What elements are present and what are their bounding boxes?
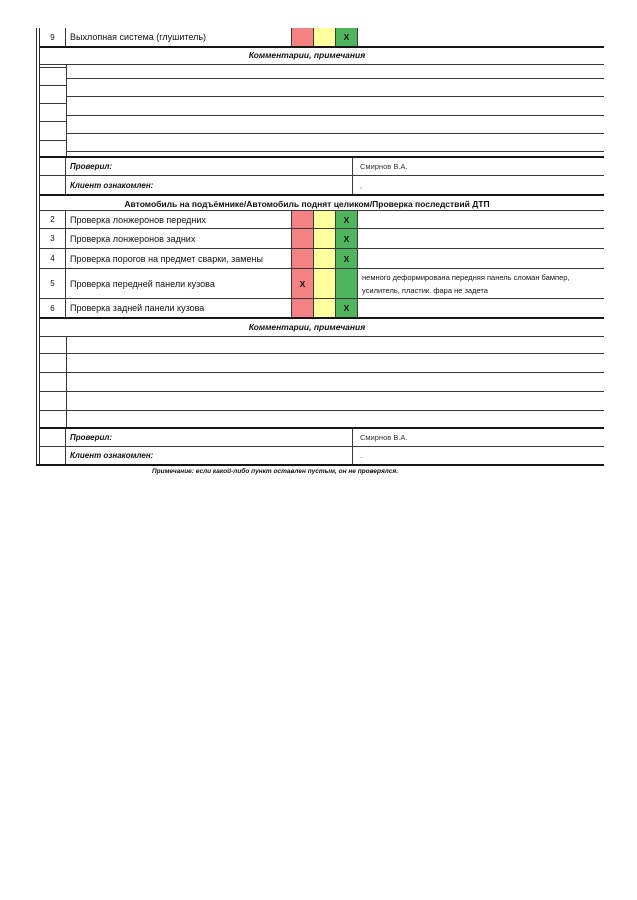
rule-bold [40, 317, 604, 319]
reviewed-value: Смирнов В.А. [360, 161, 408, 171]
grid-line [66, 133, 604, 134]
grid-line [40, 353, 604, 354]
status-cell-green: X [336, 229, 358, 248]
grid-line [66, 96, 604, 97]
grid-line [66, 78, 604, 79]
status-cell-green: X [336, 28, 358, 46]
row-number: 3 [40, 229, 66, 248]
grid-line [40, 121, 66, 122]
row-number: 9 [40, 28, 66, 46]
grid-line [66, 115, 604, 116]
status-cell-yellow [314, 249, 336, 268]
client-value: , [360, 180, 363, 190]
row-label: Проверка лонжеронов задних [66, 229, 292, 248]
row-label: Проверка порогов на предмет сварки, замены [66, 249, 292, 268]
grid-line [40, 85, 66, 86]
comment-grid-1 [40, 65, 604, 156]
rule-thin [40, 175, 604, 176]
checklist-row [40, 211, 604, 228]
status-cell-red [292, 211, 314, 228]
status-cell-yellow [314, 211, 336, 228]
status-cell-green: X [336, 299, 358, 317]
row-comment [358, 211, 604, 228]
client-row-2 [40, 447, 604, 464]
client-label: Клиент ознакомлен: [66, 447, 353, 464]
grid-line [40, 372, 604, 373]
rule-thin [40, 248, 604, 249]
rule-thin [40, 336, 604, 337]
row-comment [358, 28, 604, 46]
lift-section-header: Автомобиль на подъёмнике/Автомобиль поднят целиком/Проверка последствий ДТП [124, 199, 490, 209]
grid-line [40, 103, 66, 104]
grid-line [66, 151, 604, 152]
rule-thin [40, 268, 604, 269]
spacer-cell [40, 176, 66, 194]
row-comment: немного деформирована передняя панель сломан бампер, усилитель, пластик. фара не задета [362, 273, 570, 295]
spacer-cell [40, 157, 66, 175]
row-label: Проверка передней панели кузова [66, 269, 292, 298]
grid-line [40, 67, 66, 68]
rule-bold [40, 156, 604, 158]
row-label: Проверка лонжеронов передних [66, 211, 292, 228]
checklist-row [40, 229, 604, 248]
reviewed-row-1 [40, 157, 604, 175]
status-cell-red [292, 249, 314, 268]
checklist-row [40, 249, 604, 268]
rule-thin [40, 228, 604, 229]
status-cell-red [292, 28, 314, 46]
client-row-1 [40, 176, 604, 194]
row-number: 4 [40, 249, 66, 268]
row-number: 6 [40, 299, 66, 317]
spacer-cell [40, 447, 66, 464]
row-label: Проверка задней панели кузова [66, 299, 292, 317]
rule-bold [36, 464, 604, 466]
comment-grid-2 [40, 337, 604, 427]
grid-line [40, 140, 66, 141]
rule-thin [40, 298, 604, 299]
footnote: Примечание: если какой-либо пункт оставлен пустым, он не проверялся. [152, 468, 398, 475]
reviewed-label: Проверил: [66, 157, 353, 175]
status-cell-red [292, 229, 314, 248]
rule-bold [40, 194, 604, 196]
rule-bold [40, 46, 604, 48]
row-comment [358, 249, 604, 268]
row-label: Выхлопная система (глушитель) [66, 28, 292, 46]
status-cell-yellow [314, 299, 336, 317]
status-cell-yellow [314, 229, 336, 248]
reviewed-row-2 [40, 429, 604, 446]
rule-thin [40, 446, 604, 447]
comments-header-1: Комментарии, примечания [248, 50, 366, 60]
status-cell-green: X [336, 211, 358, 228]
reviewed-label: Проверил: [66, 429, 353, 446]
rule-bold [40, 427, 604, 429]
grid-divider [66, 337, 67, 427]
status-cell-green [336, 269, 358, 298]
status-cell-yellow [314, 269, 336, 298]
comments-header-2: Комментарии, примечания [248, 322, 366, 332]
row-comment [358, 299, 604, 317]
reviewed-value: Смирнов В.А. [360, 433, 408, 442]
rule-thin [40, 64, 604, 65]
client-value: . [360, 451, 363, 460]
row-number: 2 [40, 211, 66, 228]
grid-line [40, 391, 604, 392]
row-number: 5 [40, 269, 66, 298]
status-cell-yellow [314, 28, 336, 46]
exhaust-row [40, 28, 604, 46]
status-cell-red [292, 299, 314, 317]
spacer-cell [40, 429, 66, 446]
checklist-row [40, 269, 604, 298]
row-comment [358, 229, 604, 248]
status-cell-green: X [336, 249, 358, 268]
grid-line [40, 410, 604, 411]
rule-thin [40, 210, 604, 211]
client-label: Клиент ознакомлен: [66, 176, 353, 194]
status-cell-red: X [292, 269, 314, 298]
checklist-row [40, 299, 604, 317]
